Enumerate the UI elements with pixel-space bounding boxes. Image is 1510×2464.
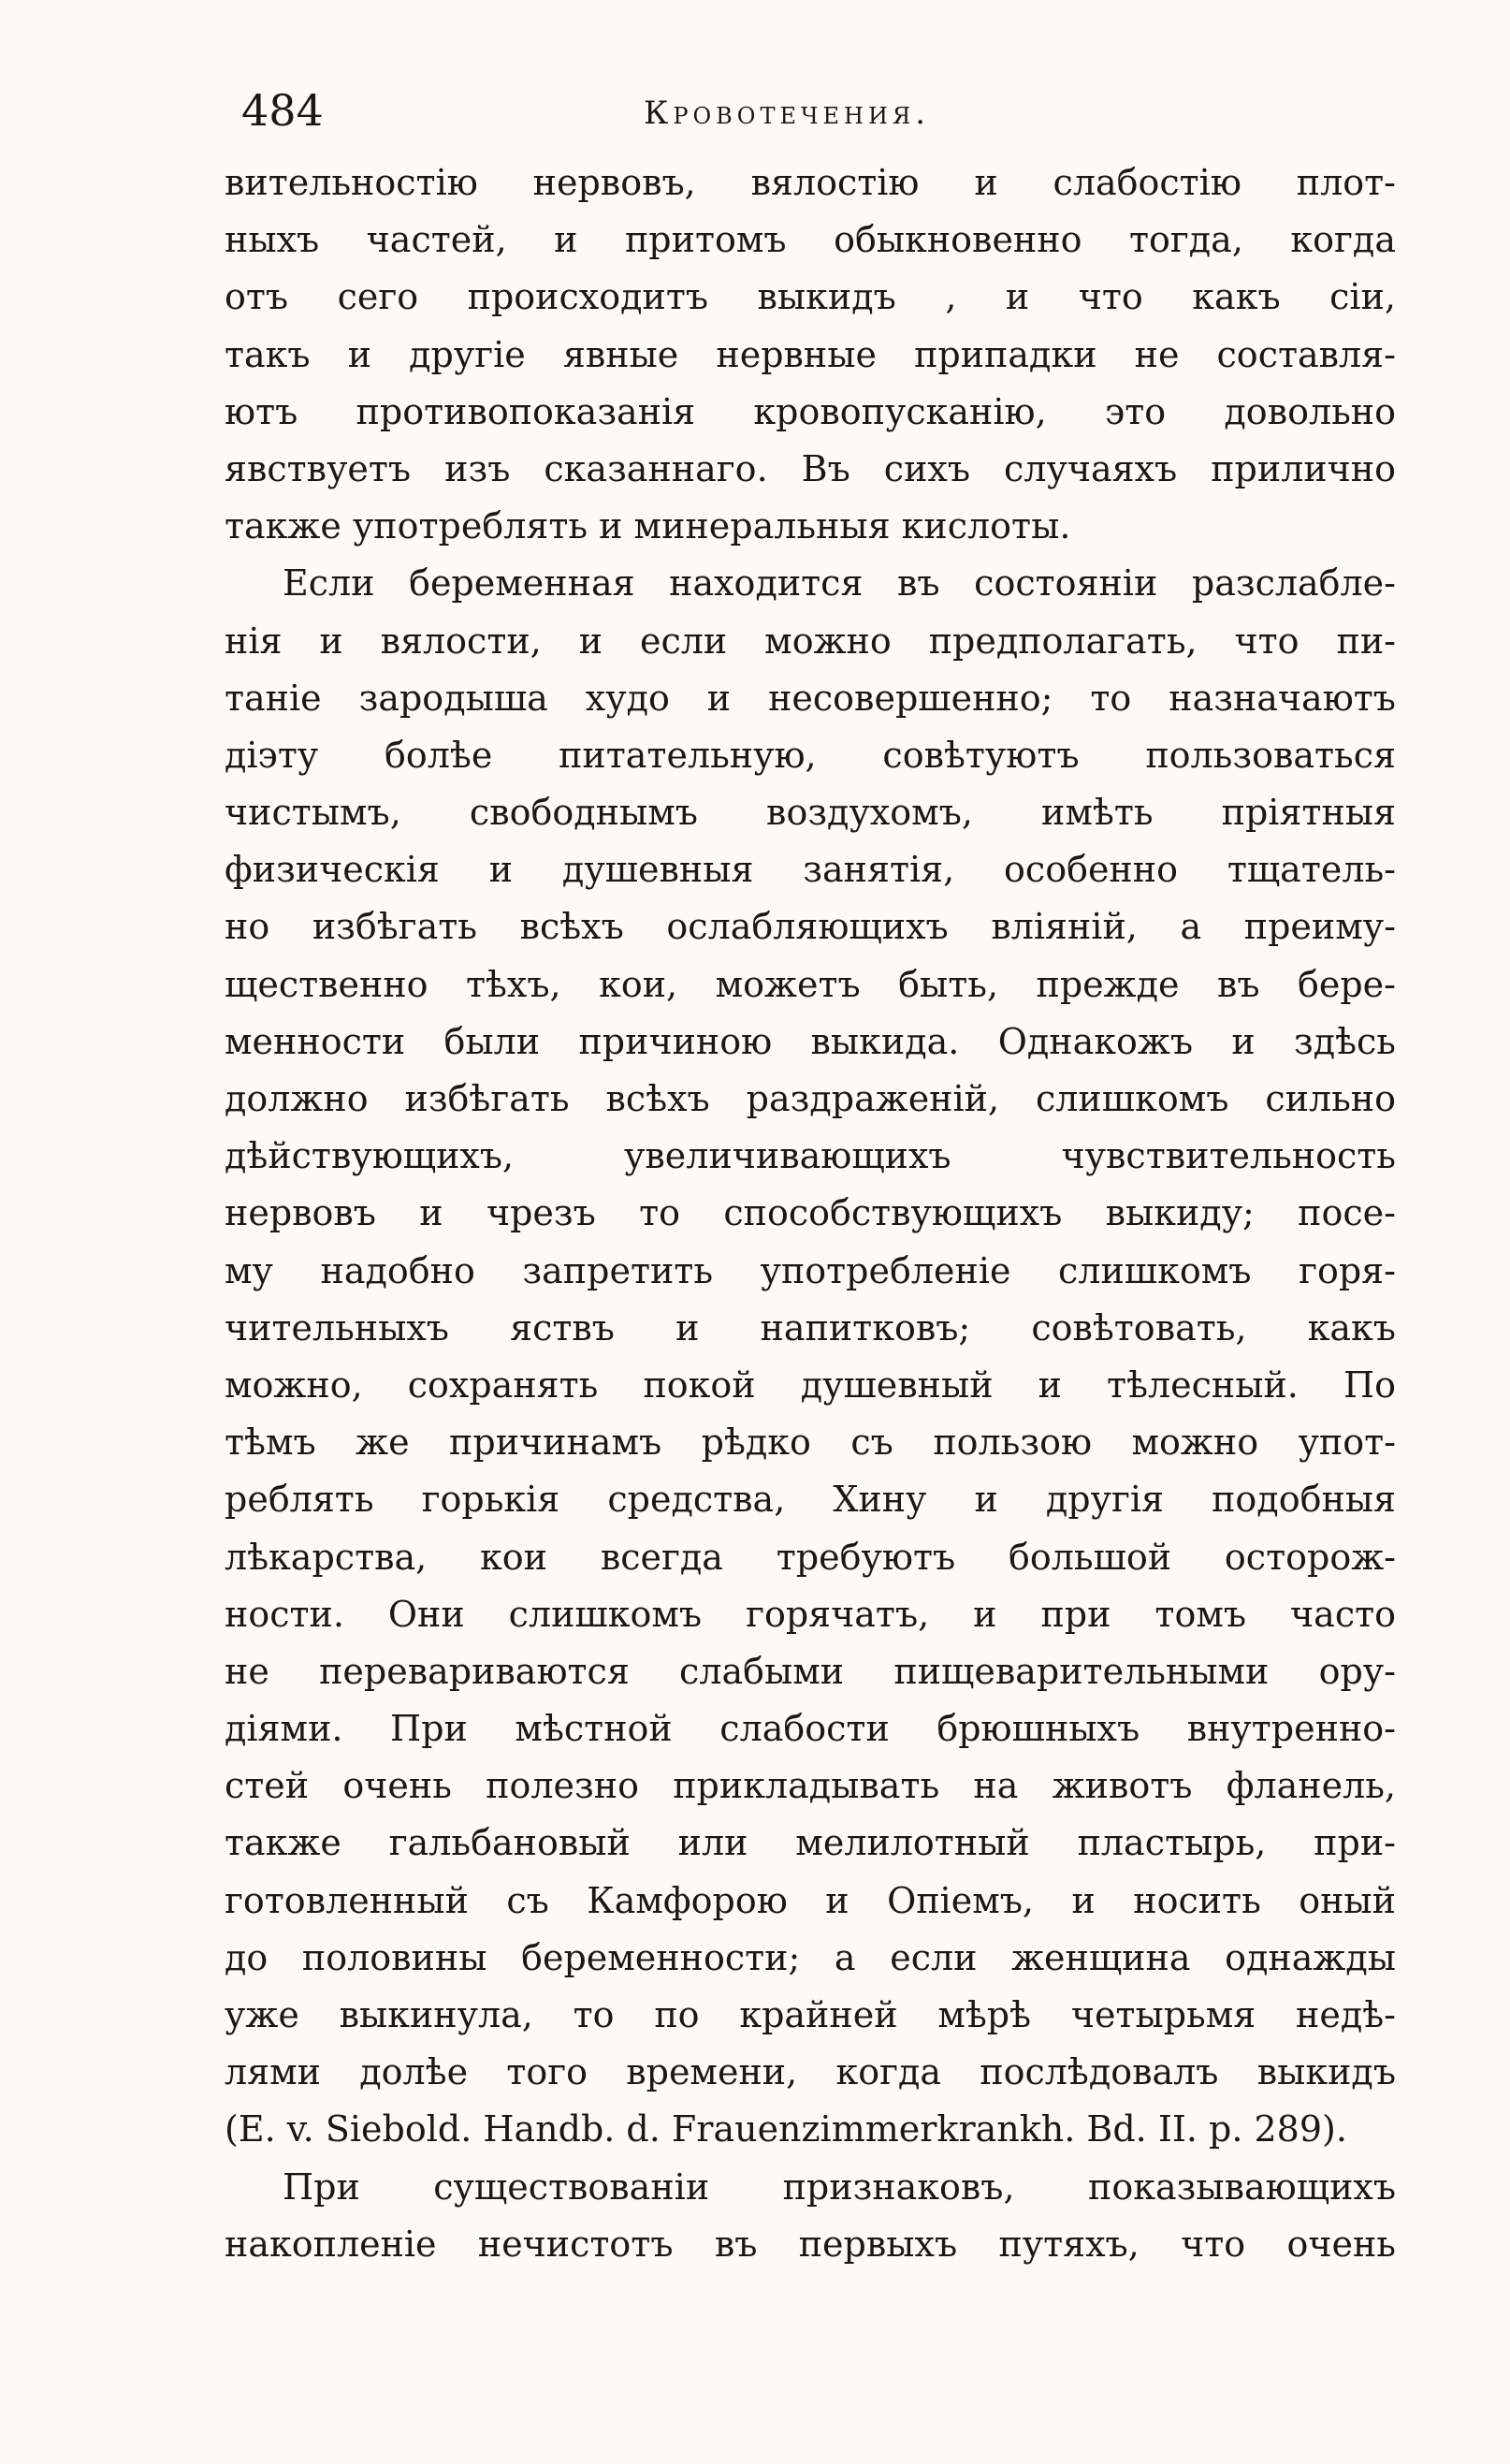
- text-line: ютъ противопоказанія кровопусканію, это довольно: [225, 390, 1396, 432]
- text-line: стей очень полезно прикладывать на животъ фланель,: [225, 1765, 1396, 1807]
- text-line: му надобно запретить употребленіе слишкомъ горя-: [225, 1249, 1396, 1291]
- text-line: не перевариваются слабыми пищеварительными ору-: [225, 1650, 1396, 1692]
- text-line: явствуетъ изъ сказаннаго. Въ сихъ случаяхъ прилично: [225, 447, 1396, 489]
- page-header: [241, 82, 1392, 139]
- text-line: отъ сего происходитъ выкидъ , и что какъ сіи,: [225, 276, 1396, 318]
- text-line: лѣкарства, кои всегда требуютъ большой осторож-: [225, 1536, 1396, 1578]
- text-line: готовленный съ Камфорою и Опіемъ, и носить оный: [225, 1879, 1396, 1921]
- text-line: такъ и другіе явные нервные припадки не составля-: [225, 333, 1396, 375]
- text-line: также гальбановый или мелилотный пластырь, при-: [225, 1822, 1396, 1864]
- text-line: реблять горькія средства, Хину и другія подобныя: [225, 1479, 1396, 1521]
- text-line: также употреблять и минеральныя кислоты.: [225, 505, 1071, 547]
- text-line: но избѣгать всѣхъ ослабляющихъ вліяній, а преиму-: [225, 906, 1396, 948]
- text-line: нервовъ и чрезъ то способствующихъ выкиду; посе-: [225, 1192, 1396, 1234]
- page-number: 484: [241, 85, 324, 136]
- text-line: таніе зародыша худо и несовершенно; то назначаютъ: [225, 677, 1396, 719]
- text-line: ности. Они слишкомъ горячатъ, и при томъ часто: [225, 1593, 1396, 1635]
- text-line: менности были причиною выкида. Однакожъ и здѣсь: [225, 1020, 1396, 1062]
- paragraph-start-line: При существованіи признаковъ, показывающихъ: [283, 2165, 1396, 2208]
- text-line: физическія и душевныя занятія, особенно тщатель-: [225, 849, 1396, 891]
- text-line: накопленіе нечистотъ въ первыхъ путяхъ, что очень: [225, 2223, 1396, 2265]
- text-line: чительныхъ яствъ и напитковъ; совѣтовать, какъ: [225, 1306, 1396, 1349]
- running-title: Кровотечения.: [644, 95, 931, 132]
- text-line: уже выкинула, то по крайней мѣрѣ четырьмя недѣ-: [225, 1994, 1396, 2035]
- text-line: лями долѣе того времени, когда послѣдовалъ выкидъ: [225, 2051, 1396, 2093]
- body-text: [225, 154, 1396, 2273]
- paragraph-start-line: Если беременная находится въ состояніи разслабле-: [283, 562, 1396, 605]
- text-line: щественно тѣхъ, кои, можетъ быть, прежде въ бере-: [225, 963, 1396, 1005]
- text-line: должно избѣгать всѣхъ раздраженій, слишкомъ сильно: [225, 1078, 1396, 1119]
- text-line: тѣмъ же причинамъ рѣдко съ пользою можно упот-: [225, 1422, 1396, 1464]
- text-line: діэту болѣе питательную, совѣтуютъ пользоваться: [225, 734, 1396, 776]
- text-line: вительностію нервовъ, вялостію и слабостію плот-: [225, 162, 1396, 203]
- citation-line: (E. v. Siebold. Handb. d. Frauenzimmerkrankh. Bd. II. p. 289).: [225, 2108, 1347, 2151]
- text-line: до половины беременности; а если женщина однажды: [225, 1936, 1396, 1978]
- text-line: ныхъ частей, и притомъ обыкновенно тогда, когда: [225, 219, 1396, 261]
- text-line: нія и вялости, и если можно предполагать, что пи-: [225, 620, 1396, 662]
- text-line: чистымъ, свободнымъ воздухомъ, имѣть пріятныя: [225, 792, 1396, 834]
- text-line: діями. При мѣстной слабости брюшныхъ внутренно-: [225, 1708, 1396, 1750]
- text-line: можно, сохранять покой душевный и тѣлесный. По: [225, 1363, 1396, 1406]
- text-line: дѣйствующихъ, увеличивающихъ чувствительность: [225, 1135, 1396, 1177]
